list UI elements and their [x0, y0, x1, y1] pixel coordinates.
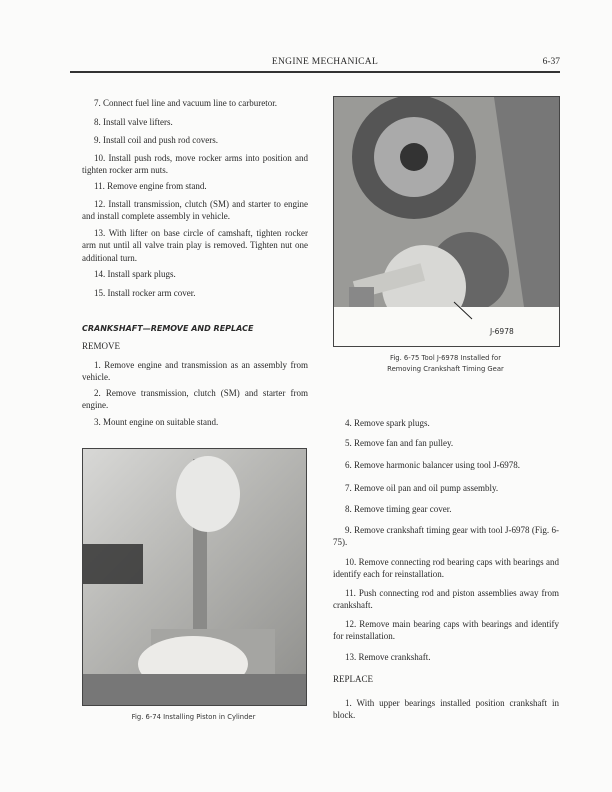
caption-line: Removing Crankshaft Timing Gear — [387, 365, 504, 373]
piston-install-illustration — [83, 449, 306, 705]
replace-subheading: REPLACE — [333, 674, 374, 684]
step: 3. Mount engine on suitable stand. — [94, 417, 219, 427]
step: 7. Remove oil pan and oil pump assembly. — [345, 483, 499, 493]
running-header-title: ENGINE MECHANICAL — [271, 57, 379, 67]
step: 1. Remove engine and transmission as an assembly from vehicle. — [82, 360, 308, 383]
figure-6-74-photo — [82, 448, 307, 706]
step: 8. Install valve lifters. — [94, 117, 173, 127]
step: 7. Connect fuel line and vacuum line to carburetor. — [94, 98, 277, 108]
step: 11. Remove engine from stand. — [94, 181, 207, 191]
step: 4. Remove spark plugs. — [345, 418, 430, 428]
caption-line: Fig. 6-75 Tool J-6978 Installed for — [389, 354, 502, 362]
step: 2. Remove transmission, clutch (SM) and starter from engine. — [82, 388, 308, 411]
figure-6-75-caption — [333, 353, 558, 375]
header-rule — [70, 71, 560, 73]
timing-gear-puller-illustration — [334, 97, 559, 346]
figure-6-74-caption: Fig. 6-74 Installing Piston in Cylinder — [131, 713, 256, 721]
step: 1. With upper bearings installed position crankshaft in block. — [333, 698, 559, 721]
step: 12. Remove main bearing caps with bearings and identify for reinstallation. — [333, 619, 559, 642]
step: 9. Remove crankshaft timing gear with tool J-6978 (Fig. 6-75). — [333, 525, 559, 548]
figure-6-75-photo — [333, 96, 560, 347]
step: 5. Remove fan and fan pulley. — [345, 438, 454, 448]
page-number: 6-37 — [542, 57, 560, 67]
step: 13. Remove crankshaft. — [345, 652, 431, 662]
step: 15. Install rocker arm cover. — [94, 288, 196, 298]
step: 10. Install push rods, move rocker arms into position and tighten rocker arm nuts. — [82, 153, 308, 176]
remove-subheading: REMOVE — [82, 341, 120, 351]
step: 8. Remove timing gear cover. — [345, 504, 452, 514]
step: 6. Remove harmonic balancer using tool J-6978. — [345, 460, 520, 470]
step: 11. Push connecting rod and piston assemblies away from crankshaft. — [333, 588, 559, 611]
section-heading: CRANKSHAFT—REMOVE AND REPLACE — [82, 324, 254, 333]
step: 13. With lifter on base circle of camshaft, tighten rocker arm nut until all valve train play is removed. Tighten nut one additional turn. — [82, 228, 308, 263]
step: 9. Install coil and push rod covers. — [94, 135, 218, 145]
tool-callout-label: J-6978 — [490, 327, 514, 336]
step: 12. Install transmission, clutch (SM) and starter to engine and install complete assembly in vehicle. — [82, 199, 308, 222]
step: 10. Remove connecting rod bearing caps with bearings and identify each for reinstallation. — [333, 557, 559, 580]
step: 14. Install spark plugs. — [94, 269, 176, 279]
